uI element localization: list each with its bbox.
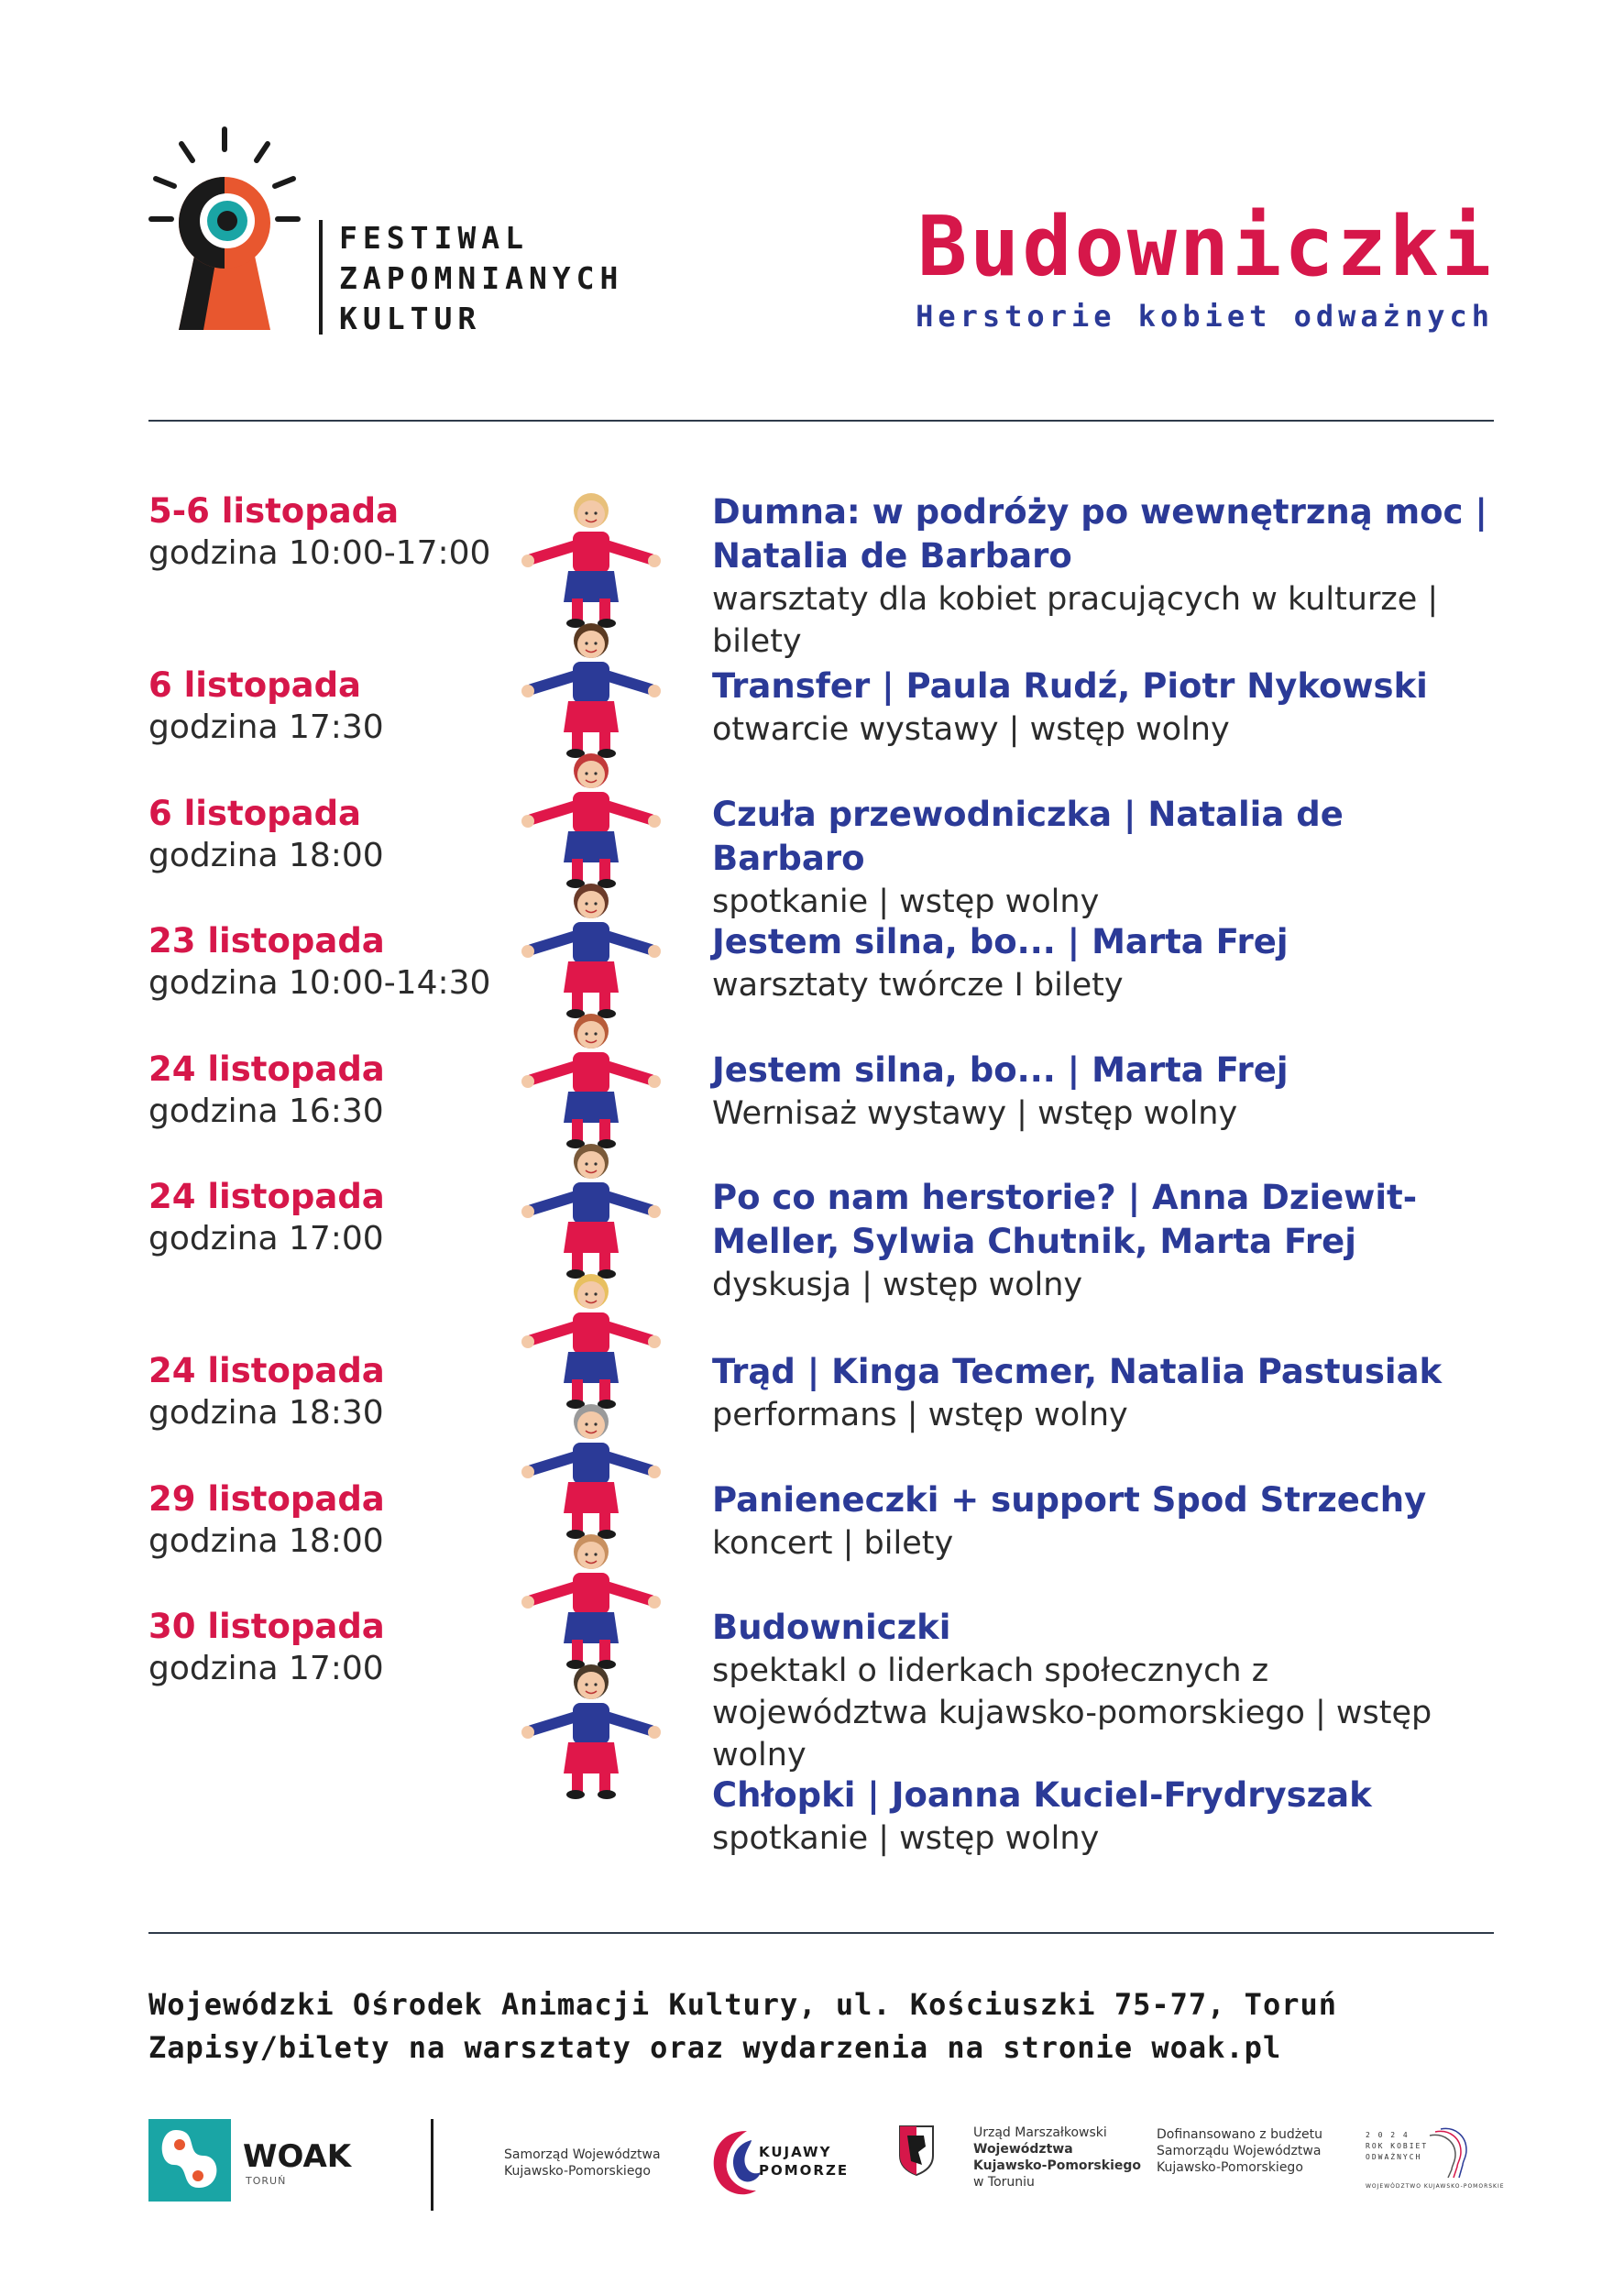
event-time: godzina 10:00-17:00 [148,534,491,572]
event-title: Jestem silna, bo... | Marta Frej [712,922,1289,961]
event-title: Transfer | Paula Rudź, Piotr Nykowski [712,666,1428,706]
event-description: Wernisaż wystawy | wstęp wolny [712,1095,1238,1132]
event-date-block [148,490,543,575]
bottom-divider [148,1932,1494,1934]
kujawy-line2: POMORZE [759,2162,850,2179]
event-date: 24 listopada [148,1049,385,1089]
dofin-line3: Kujawsko-Pomorskiego [1157,2160,1303,2175]
event-date: 24 listopada [148,1177,385,1216]
rok-line4: WOJEWÓDZTWO KUJAWSKO-POMORSKIE [1366,2183,1505,2190]
event-title: Budowniczki [712,1608,951,1647]
event-date-block [148,1350,543,1434]
event-time: godzina 17:00 [148,1220,384,1257]
urzad-line1: Urząd Marszałkowski [973,2125,1107,2140]
event-description: koncert | bilety [712,1525,954,1562]
top-divider [148,420,1494,422]
coat-of-arms-icon [898,2125,935,2176]
event-title: Jestem silna, bo... | Marta Frej [712,1050,1289,1090]
event-time: godzina 18:00 [148,1522,384,1560]
event-description: dyskusja | wstęp wolny [712,1267,1083,1303]
urzad-line2: Województwa [973,2142,1073,2157]
event-title: Trąd | Kinga Tecmer, Natalia Pastusiak [712,1352,1443,1391]
event-date-block [148,1176,543,1260]
rok-line3: ODWAŻNYCH [1366,2153,1422,2161]
event-date-block [148,920,543,1005]
event-description: otwarcie wystawy | wstęp wolny [712,711,1230,748]
event-description: spektakl o liderkach społecznych z województwa kujawsko-pomorskiego | wstęp wolny [712,1653,1432,1773]
event-date: 5-6 listopada [148,491,400,531]
signup-info: Zapisy/bilety na warsztaty oraz wydarzenia na stronie woak.pl [148,2030,1282,2065]
woak-logo-text: WOAK [243,2138,352,2175]
event-info-block [712,1176,1491,1306]
dofinansowanie-text [1157,2126,1322,2176]
event-info-block [712,1049,1500,1135]
event-date-block [148,1606,543,1690]
women-profiles-icon [1422,2125,1477,2180]
festival-name-line3: KULTUR [339,301,482,336]
event-time: godzina 18:00 [148,837,384,874]
event-title: Dumna: w podróży po wewnętrzną moc | Natalia de Barbaro [712,492,1487,576]
event-info-block [712,490,1500,663]
event-title: Chłopki | Joanna Kuciel-Frydryszak [712,1775,1372,1815]
event-description: warsztaty dla kobiet pracujących w kulturze | bilety [712,581,1439,660]
event-info-block [712,920,1500,1006]
woak-logo-city: TORUŃ [246,2175,287,2187]
event-description: performans | wstęp wolny [712,1397,1128,1433]
kujawy-pomorze-icon [710,2126,765,2200]
event-date: 23 listopada [148,921,385,961]
event-time: godzina 10:00-14:30 [148,964,491,1002]
page-subtitle: Herstorie kobiet odważnych [916,299,1494,334]
kujawy-line1: KUJAWY [759,2144,832,2160]
event-info-block [712,1478,1500,1565]
rok-line2: ROK KOBIET [1366,2142,1429,2150]
samorzad-logo-text [504,2147,661,2180]
event-date-block [148,793,543,877]
urzad-logo-text [973,2125,1141,2191]
rok-kobiet-logo [1366,2125,1505,2193]
dofin-line2: Samorządu Województwa [1157,2144,1322,2158]
event-info-block [712,664,1500,751]
festival-name-line1: FESTIWAL [339,220,529,256]
event-date: 24 listopada [148,1351,385,1390]
event-time: godzina 17:00 [148,1650,384,1687]
page-title: Budowniczki [916,199,1494,295]
event-info-block [712,1773,1500,1860]
event-date: 6 listopada [148,665,362,705]
event-date: 29 listopada [148,1479,385,1519]
event-description: warsztaty twórcze I bilety [712,967,1124,1004]
samorzad-line2: Kujawsko-Pomorskiego [504,2164,651,2179]
urzad-line3: Kujawsko-Pomorskiego [973,2158,1142,2173]
event-date-block [148,1049,543,1133]
event-time: godzina 18:30 [148,1394,384,1432]
logos-divider [431,2119,433,2211]
event-date: 6 listopada [148,794,362,833]
event-time: godzina 17:30 [148,708,384,746]
festival-name [339,218,642,339]
event-title: Czuła przewodniczka | Natalia de Barbaro [712,795,1344,878]
event-info-block [712,793,1500,923]
festival-divider [319,220,323,335]
event-info-block [712,1606,1491,1776]
event-time: godzina 16:30 [148,1093,384,1130]
festival-logo [147,124,302,339]
event-date-block [148,1478,543,1563]
event-date: 30 listopada [148,1607,385,1646]
kujawy-pomorze-text [759,2143,849,2180]
event-date-block [148,664,543,749]
keyhole-eye-icon [147,124,302,339]
rok-line1: 2 0 2 4 [1366,2131,1410,2139]
samorzad-line1: Samorząd Województwa [504,2147,661,2162]
event-title: Panieneczki + support Spod Strzechy [712,1480,1427,1520]
festival-name-line2: ZAPOMNIANYCH [339,260,624,296]
event-description: spotkanie | wstęp wolny [712,884,1100,920]
event-info-block [712,1350,1500,1436]
event-title: Po co nam herstorie? | Anna Dziewit-Meller, Sylwia Chutnik, Marta Frej [712,1178,1418,1261]
event-description: spotkanie | wstęp wolny [712,1820,1100,1857]
woak-logo-icon [148,2119,231,2202]
venue-address: Wojewódzki Ośrodek Animacji Kultury, ul. Kościuszki 75-77, Toruń [148,1987,1337,2022]
dofin-line1: Dofinansowano z budżetu [1157,2127,1323,2142]
urzad-line4: w Toruniu [973,2175,1035,2190]
